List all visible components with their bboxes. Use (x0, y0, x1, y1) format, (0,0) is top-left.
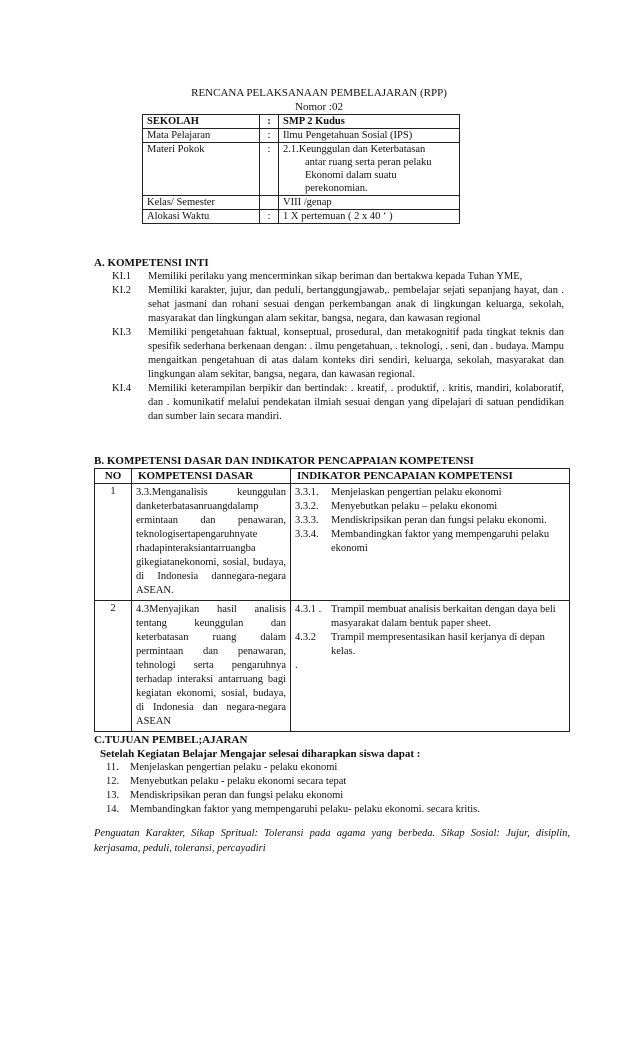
kelas-label: Kelas/ Semester (143, 196, 260, 210)
section-tujuan (94, 733, 570, 817)
kd-text: 3.3.Menganalisis keunggulan danketerbatasanruangdalamp ermintaan dan penawaran, teknologisertapengaruhnyate rhadapinteraksiantarruangba gikegiatanekonomi, sosial, budaya, di Indonesia dannegara-negara ASEAN. (132, 484, 291, 601)
colon: : (260, 143, 279, 196)
indicator-number: 3.3.3. (295, 515, 319, 526)
table-row (95, 484, 570, 601)
colon: : (260, 129, 279, 143)
materi-line: Ekonomi dalam suatu (305, 170, 397, 181)
colon: : (260, 115, 279, 129)
kd-table (94, 468, 570, 732)
indicator-number: . (295, 660, 298, 671)
indicator-text: Menjelaskan pengertian pelaku ekonomi (331, 487, 502, 498)
materi-label: Materi Pokok (143, 143, 260, 196)
item-number: 13. (106, 790, 120, 801)
list-item (94, 789, 570, 803)
document-number: Nomor :02 (295, 101, 343, 113)
ki-item (94, 270, 564, 284)
col-header-no: NO (95, 469, 132, 484)
list-item (94, 761, 570, 775)
ki-text: Memiliki karakter, jujur, dan peduli, bertanggungjawab,. pembelajar sejati sepanjang hayat, dan . sehat jasmani dan rohani sesuai dengan perkembangan anak di lingkungan keluarga, sekolah, masyarakat dan lingkungan alam sekitar, bangsa, negara, dan kawasan regional (148, 285, 564, 324)
indicator-list (291, 601, 570, 732)
alokasi-value: 1 X pertemuan ( 2 x 40 ‘ ) (279, 210, 460, 224)
section-c-subtitle: Setelah Kegiatan Belajar Mengajar selesai diharapkan siswa dapat : (100, 748, 421, 760)
mapel-label: Mata Pelajaran (143, 129, 260, 143)
materi-line: perekonomian. (305, 183, 368, 194)
indicator-item (295, 659, 565, 673)
ki-code: KI.1 (112, 271, 131, 282)
indicator-number: 3.3.2. (295, 501, 319, 512)
indicator-item (295, 603, 565, 631)
identity-table (142, 114, 460, 224)
colon: : (260, 210, 279, 224)
section-c-title: C.TUJUAN PEMBEL;AJARAN (94, 734, 248, 746)
list-item (94, 803, 570, 817)
section-b-title: B. KOMPETENSI DASAR DAN INDIKATOR PENCAPPAIAN KOMPETENSI (94, 455, 474, 467)
ki-item (94, 284, 564, 326)
materi-value (279, 143, 460, 196)
indicator-text: Menyebutkan pelaku – pelaku ekonomi (331, 501, 498, 512)
item-text: Membandingkan faktor yang mempengaruhi pelaku- pelaku ekonomi. secara kritis. (130, 804, 480, 815)
indicator-number: 4.3.2 (295, 632, 316, 643)
indicator-text: Membandingkan faktor yang mempengaruhi pelaku ekonomi (331, 529, 550, 554)
item-text: Mendiskripsikan peran dan fungsi pelaku ekonomi (130, 790, 344, 801)
ki-item (94, 382, 564, 424)
item-text: Menyebutkan pelaku - pelaku ekonomi secara tepat (130, 776, 347, 787)
item-number: 12. (106, 776, 120, 787)
item-number: 11. (106, 762, 119, 773)
sekolah-value: SMP 2 Kudus (279, 115, 460, 129)
ki-text: Memiliki keterampilan berpikir dan bertindak: . kreatif, . produktif, . kritis, mandiri, kolaboratif, dan . komunikatif melalui pendekatan ilmiah sesuai dengan yang dipelajari di satuan pendidikan dan sumber lain secara mandiri. (148, 383, 564, 422)
kelas-value: VIII /genap (279, 196, 460, 210)
list-item (94, 775, 570, 789)
indicator-text: Trampil membuat analisis berkaitan dengan daya beli masyarakat dalam bentuk paper sheet. (331, 604, 556, 629)
ki-code: KI.2 (112, 285, 131, 296)
indicator-item (295, 528, 565, 556)
alokasi-label: Alokasi Waktu (143, 210, 260, 224)
indicator-item (295, 500, 565, 514)
col-header-indikator: INDIKATOR PENCAPAIAN KOMPETENSI (291, 469, 570, 484)
section-kompetensi-dasar (94, 454, 570, 732)
section-a-title: A. KOMPETENSI INTI (94, 257, 209, 269)
ki-code: KI.4 (112, 383, 131, 394)
ki-item (94, 326, 564, 382)
penguatan-karakter: Penguatan Karakter, Sikap Spritual: Toleransi pada agama yang berbeda. Sikap Sosial: Jujur, disiplin, kerjasama, peduli, toleransi, percayadiri (94, 828, 570, 854)
kd-header-row (95, 469, 570, 484)
indicator-text: Trampil mempresentasikan hasil kerjanya di depan kelas. (331, 632, 545, 657)
row-materi (143, 143, 460, 196)
ki-code: KI.3 (112, 327, 131, 338)
row-sekolah (143, 115, 460, 129)
indicator-list (291, 484, 570, 601)
row-number: 1 (95, 484, 132, 601)
materi-line: 2.1.Keunggulan dan Keterbatasan (283, 144, 426, 155)
indicator-number: 3.3.1. (295, 487, 319, 498)
indicator-item (295, 631, 565, 659)
indicator-item (295, 514, 565, 528)
indicator-number: 4.3.1 . (295, 604, 322, 615)
item-text: Menjelaskan pengertian pelaku - pelaku ekonomi (130, 762, 338, 773)
table-row (95, 601, 570, 732)
ki-text: Memiliki perilaku yang mencerminkan sikap beriman dan bertakwa kepada Tuhan YME, (148, 271, 523, 282)
colon-empty (260, 196, 279, 210)
item-number: 14. (106, 804, 120, 815)
indicator-number: 3.3.4. (295, 529, 319, 540)
row-kelas (143, 196, 460, 210)
col-header-kd: KOMPETENSI DASAR (132, 469, 291, 484)
row-alokasi (143, 210, 460, 224)
materi-line: antar ruang serta peran pelaku (305, 157, 432, 168)
kd-text: 4.3Menyajikan hasil analisis tentang keunggulan dan keterbatasan ruang dalam permintaan dan penawaran, tehnologi serta pengaruhnya terhadap interaksi antarruang bagi kegiatan ekonomi, sosial, budaya, di Indonesia dan negara-negara ASEAN (132, 601, 291, 732)
mapel-value: Ilmu Pengetahuan Sosial (IPS) (279, 129, 460, 143)
section-kompetensi-inti (94, 256, 564, 424)
ki-text: Memiliki pengetahuan faktual, konseptual, prosedural, dan metakognitif pada tingkat teknis dan spesifik sederhana berkenaan dengan: . ilmu pengetahuan, . teknologi, . seni, dan . budaya. Mampu mengaitkan pengetahuan di atas dalam konteks diri sendiri, keluarga, sekolah, masyarakat dan lingkungan alam sekitar, bangsa, negara, dan kawasan regional. (148, 327, 564, 380)
indicator-item (295, 486, 565, 500)
row-number: 2 (95, 601, 132, 732)
row-mapel (143, 129, 460, 143)
document-title: RENCANA PELAKSANAAN PEMBELAJARAN (RPP) (191, 87, 447, 99)
indicator-text: Mendiskripsikan peran dan fungsi pelaku ekonomi. (331, 515, 547, 526)
sekolah-label: SEKOLAH (143, 115, 260, 129)
